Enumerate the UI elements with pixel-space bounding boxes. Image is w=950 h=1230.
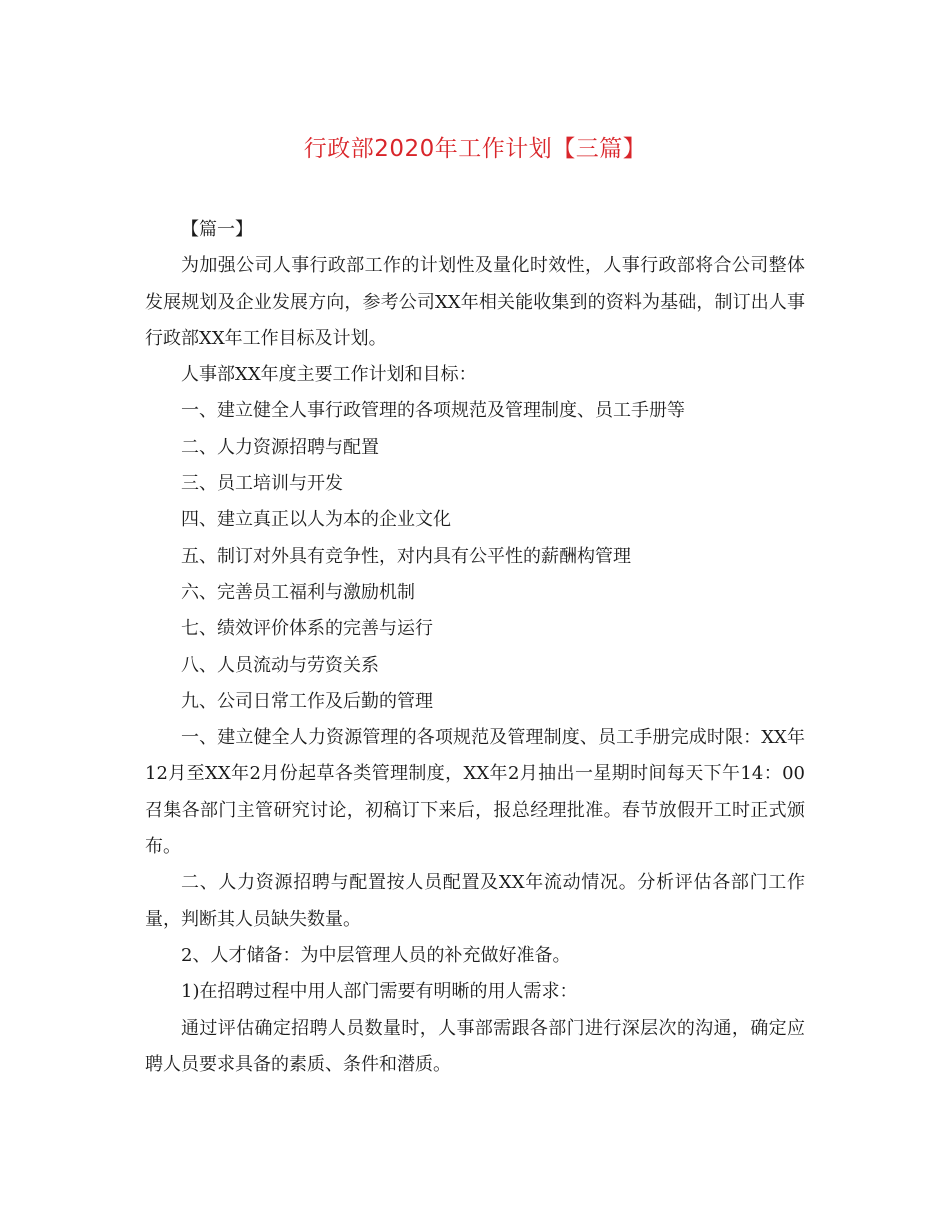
paragraph: 二、人力资源招聘与配置按人员配置及XX年流动情况。分析评估各部门工作量，判断其人员缺失数量。 <box>145 872 805 930</box>
list-item: 二、人力资源招聘与配置 <box>181 436 379 458</box>
paragraph: 一、建立健全人力资源管理的各项规范及管理制度、员工手册完成时限：XX年12月至XX年2月份起草各类管理制度，XX年2月抽出一星期时间每天下午14：00召集各部门主管研究讨论，初稿订下来后，报总经理批准。春节放假开工时正式颁布。 <box>145 727 805 858</box>
paragraph: 2、人才储备：为中层管理人员的补充做好准备。 <box>181 944 571 966</box>
paragraph: 1)在招聘过程中用人部门需要有明晰的用人需求： <box>181 981 578 1003</box>
list-item: 八、人员流动与劳资关系 <box>181 654 379 676</box>
document-body <box>145 212 805 1083</box>
list-item: 七、绩效评价体系的完善与运行 <box>181 618 433 640</box>
paragraph: 为加强公司人事行政部工作的计划性及量化时效性，人事行政部将合公司整体发展规划及企业发展方向，参考公司XX年相关能收集到的资料为基础，制订出人事行政部XX年工作目标及计划。 <box>145 255 805 349</box>
list-item: 四、建立真正以人为本的企业文化 <box>181 509 451 531</box>
list-item: 三、员工培训与开发 <box>181 473 343 495</box>
document-title: 行政部2020年工作计划【三篇】 <box>303 136 647 162</box>
section-heading: 【篇一】 <box>181 219 253 240</box>
list-item: 五、制订对外具有竞争性，对内具有公平性的薪酬构管理 <box>181 545 631 567</box>
paragraph: 通过评估确定招聘人员数量时，人事部需跟各部门进行深层次的沟通，确定应聘人员要求具备的素质、条件和潜质。 <box>145 1017 805 1075</box>
list-item: 一、建立健全人事行政管理的各项规范及管理制度、员工手册等 <box>181 400 685 422</box>
paragraph: 人事部XX年度主要工作计划和目标： <box>181 364 477 386</box>
list-item: 九、公司日常工作及后勤的管理 <box>181 690 433 712</box>
list-item: 六、完善员工福利与激励机制 <box>181 581 415 603</box>
